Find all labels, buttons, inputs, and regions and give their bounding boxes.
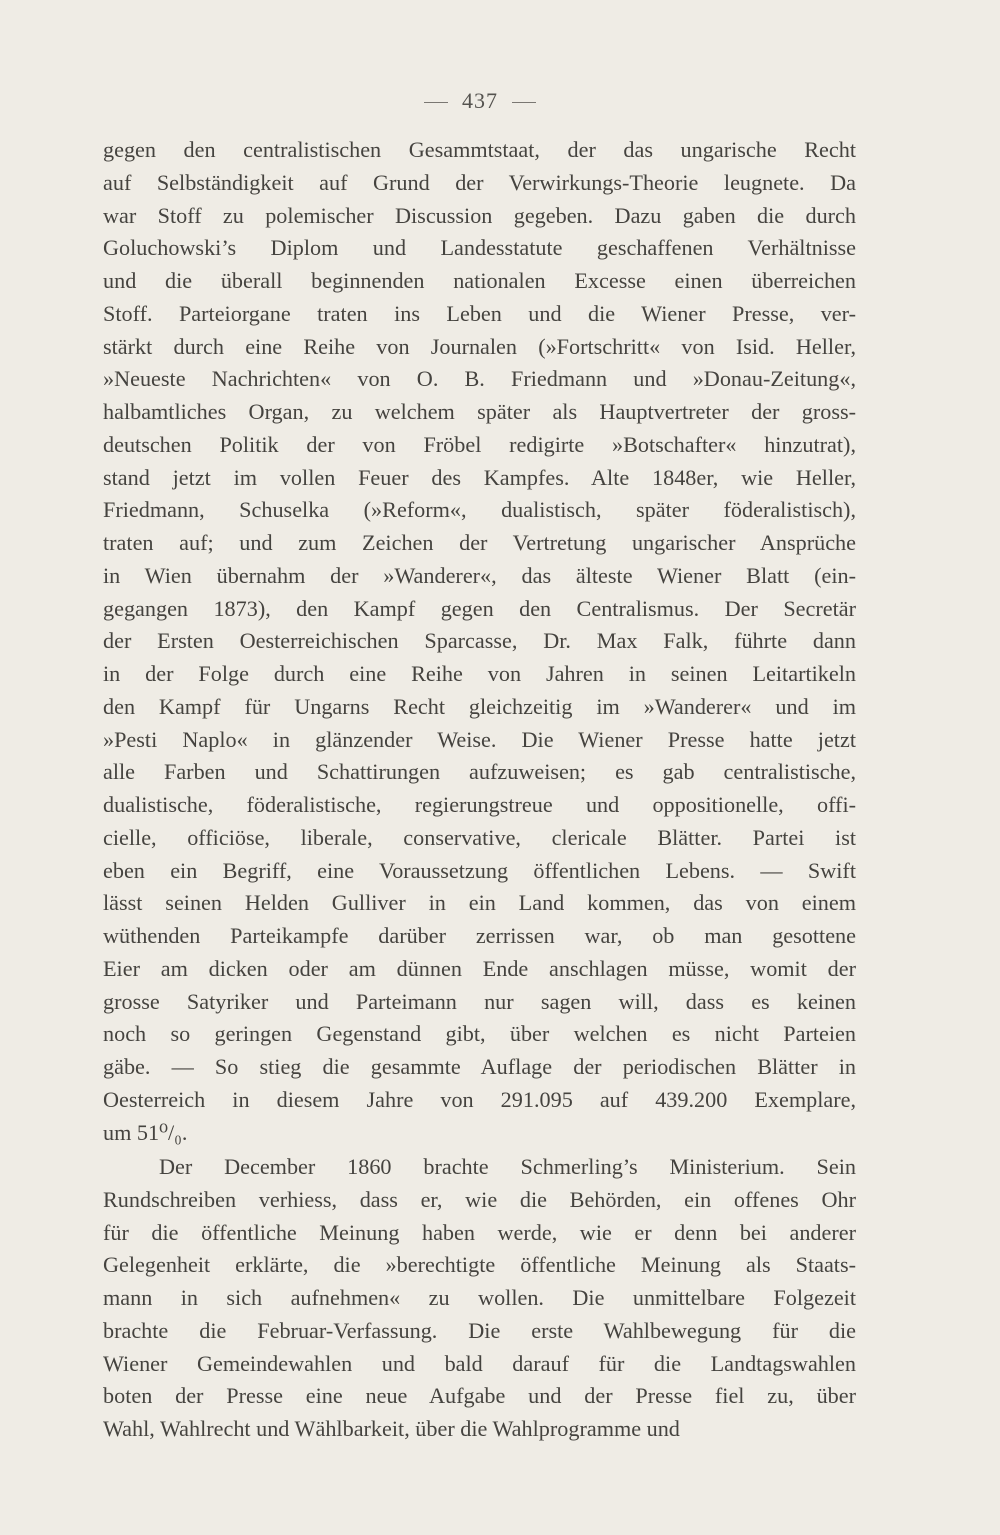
text-line: Der December 1860 brachte Schmerling’s Ministerium. Sein bbox=[159, 1154, 856, 1179]
text-line: Eier am dicken oder am dünnen Ende anschlagen müsse, womit der bbox=[103, 955, 856, 981]
text-line: stärkt durch eine Reihe von Journalen (»Fortschritt« von Isid. Heller, bbox=[103, 333, 856, 359]
text-line: »Neueste Nachrichten« von O. B. Friedmann und »Donau-Zeitung«, bbox=[103, 366, 856, 392]
text-line: Wahl, Wahlrecht und Wählbarkeit, über die Wahlprogramme und bbox=[103, 1416, 680, 1441]
text-line: Rundschreiben verhiess, dass er, wie die Behörden, ein offenes Ohr bbox=[103, 1186, 856, 1212]
text-line: um 51⁰/₀. bbox=[103, 1119, 188, 1145]
text-line: Friedmann, Schuselka (»Reform«, dualistisch, später föderalistisch), bbox=[103, 497, 856, 523]
text-line: stand jetzt im vollen Feuer des Kampfes. Alte 1848er, wie Heller, bbox=[103, 464, 856, 490]
text-line: noch so geringen Gegenstand gibt, über welchen es nicht Parteien bbox=[103, 1021, 856, 1047]
text-line: Oesterreich in diesem Jahre von 291.095 auf 439.200 Exemplare, bbox=[103, 1086, 856, 1112]
text-line: war Stoff zu polemischer Discussion gegeben. Dazu gaben die durch bbox=[103, 202, 856, 228]
page-header bbox=[0, 88, 960, 114]
header-dash-left bbox=[424, 102, 448, 103]
text-line: »Pesti Naplo« in glänzender Weise. Die Wiener Presse hatte jetzt bbox=[103, 726, 856, 752]
text-line: boten der Presse eine neue Aufgabe und der Presse fiel zu, über bbox=[103, 1383, 856, 1409]
header-dash-right bbox=[512, 102, 536, 103]
text-line: lässt seinen Helden Gulliver in ein Land kommen, das von einem bbox=[103, 890, 856, 916]
text-line: halbamtliches Organ, zu welchem später als Hauptvertreter der gross- bbox=[103, 399, 856, 424]
text-line: cielle, officiöse, liberale, conservative, clericale Blätter. Partei ist bbox=[103, 824, 856, 850]
text-line: gegen den centralistischen Gesammtstaat, der das ungarische Recht bbox=[103, 137, 856, 162]
text-line: mann in sich aufnehmen« zu wollen. Die unmittelbare Folgezeit bbox=[103, 1285, 856, 1310]
text-line: der Ersten Oesterreichischen Sparcasse, Dr. Max Falk, führte dann bbox=[103, 628, 856, 654]
text-line: Gelegenheit erklärte, die »berechtigte öffentliche Meinung als Staats- bbox=[103, 1252, 856, 1278]
text-line: eben ein Begriff, eine Voraussetzung öffentlichen Lebens. — Swift bbox=[103, 857, 856, 883]
text-line: Stoff. Parteiorgane traten ins Leben und die Wiener Presse, ver- bbox=[103, 300, 856, 326]
text-line: wüthenden Parteikampfe darüber zerrissen war, ob man gesottene bbox=[103, 923, 856, 948]
text-line: deutschen Politik der von Fröbel redigirte »Botschafter« hinzutrat), bbox=[103, 431, 856, 457]
text-line: traten auf; und zum Zeichen der Vertretung ungarischer Ansprüche bbox=[103, 530, 856, 555]
text-line: dualistische, föderalistische, regierungstreue und oppositionelle, offi- bbox=[103, 792, 856, 817]
text-line: brachte die Februar-Verfassung. Die erste Wahlbewegung für die bbox=[103, 1317, 856, 1343]
text-line: für die öffentliche Meinung haben werde, wie er denn bei anderer bbox=[103, 1219, 856, 1245]
text-line: in der Folge durch eine Reihe von Jahren in seinen Leitartikeln bbox=[103, 661, 856, 686]
text-line: und die überall beginnenden nationalen Excesse einen überreichen bbox=[103, 268, 856, 293]
text-line: alle Farben und Schattirungen aufzuweisen; es gab centralistische, bbox=[103, 759, 856, 785]
text-line: Goluchowski’s Diplom und Landesstatute geschaffenen Verhältnisse bbox=[103, 235, 856, 261]
text-line: gegangen 1873), den Kampf gegen den Centralismus. Der Secretär bbox=[103, 595, 856, 621]
text-line: den Kampf für Ungarns Recht gleichzeitig im »Wanderer« und im bbox=[103, 693, 856, 719]
page-number: 437 bbox=[462, 88, 498, 113]
text-line: auf Selbständigkeit auf Grund der Verwirkungs-Theorie leugnete. Da bbox=[103, 169, 856, 195]
text-line: in Wien übernahm der »Wanderer«, das älteste Wiener Blatt (ein- bbox=[103, 562, 856, 588]
text-line: grosse Satyriker und Parteimann nur sagen will, dass es keinen bbox=[103, 988, 856, 1014]
text-line: gäbe. — So stieg die gesammte Auflage der periodischen Blätter in bbox=[103, 1054, 856, 1079]
text-line: Wiener Gemeindewahlen und bald darauf für die Landtagswahlen bbox=[103, 1350, 856, 1376]
